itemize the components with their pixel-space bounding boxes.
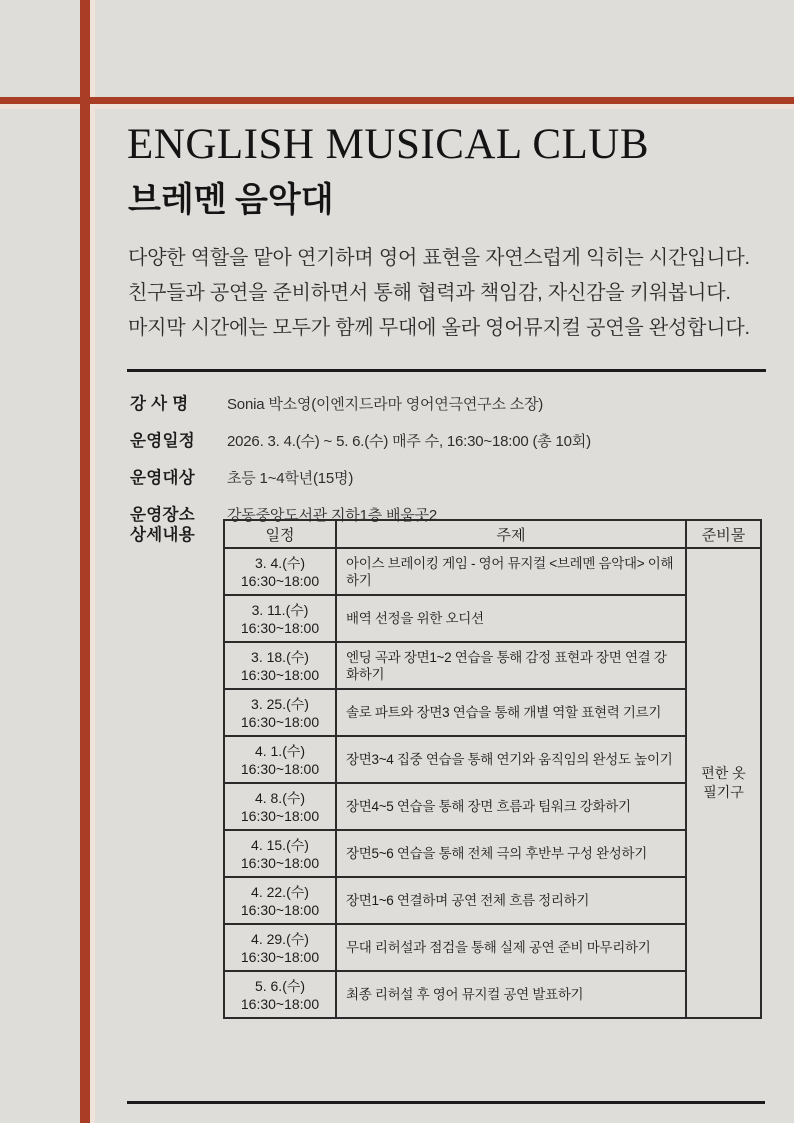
session-date: 3. 11.(수) (251, 601, 309, 618)
table-row (224, 548, 761, 595)
vertical-accent-highlight (90, 0, 95, 1123)
session-date: 4. 29.(수) (251, 930, 309, 947)
table-row (224, 595, 761, 642)
session-topic: 장면1~6 연결하며 공연 전체 흐름 정리하기 (336, 877, 686, 924)
location-value: 강동중앙도서관 지하1층 배움곳2 (227, 507, 437, 524)
session-time: 16:30~18:00 (240, 901, 320, 918)
info-row-instructor (130, 390, 770, 414)
program-info-list (130, 390, 770, 538)
table-row (224, 971, 761, 1018)
session-date: 4. 15.(수) (251, 836, 309, 853)
session-date-cell (224, 830, 336, 877)
vertical-accent-bar (80, 0, 90, 1123)
session-topic: 배역 선정을 위한 오디션 (336, 595, 686, 642)
horizontal-accent-highlight (0, 104, 794, 109)
session-date-cell (224, 924, 336, 971)
session-date: 4. 8.(수) (254, 789, 306, 806)
instructor-value: Sonia 박소영(이엔지드라마 영어연극연구소 소장) (227, 396, 544, 413)
session-time: 16:30~18:00 (240, 995, 320, 1012)
session-date-cell (224, 595, 336, 642)
location-label: 운영장소 (130, 506, 195, 524)
instructor-label: 강 사 명 (130, 395, 189, 413)
column-header-topic: 주제 (336, 520, 686, 548)
session-date: 5. 6.(수) (254, 977, 306, 994)
horizontal-accent-bar (0, 97, 794, 104)
description-line-3: 마지막 시간에는 모두가 함께 무대에 올라 영어뮤지컬 공연을 완성합니다. (128, 317, 750, 339)
target-value: 초등 1~4학년(15명) (227, 470, 354, 487)
program-description (128, 241, 778, 346)
session-topic: 솔로 파트와 장면3 연습을 통해 개별 역할 표현력 기르기 (336, 689, 686, 736)
schedule-header-row (224, 520, 761, 548)
session-time: 16:30~18:00 (240, 948, 320, 965)
schedule-table (223, 519, 762, 1019)
table-row (224, 830, 761, 877)
table-row (224, 924, 761, 971)
session-time: 16:30~18:00 (240, 854, 320, 871)
session-topic: 무대 리허설과 점검을 통해 실제 공연 준비 마무리하기 (336, 924, 686, 971)
table-row (224, 877, 761, 924)
info-row-target (130, 464, 770, 488)
bottom-divider-line (127, 1101, 765, 1104)
column-header-date: 일정 (224, 520, 336, 548)
session-time: 16:30~18:00 (240, 713, 320, 730)
session-date: 4. 22.(수) (251, 883, 309, 900)
table-row (224, 783, 761, 830)
target-label: 운영대상 (130, 469, 195, 487)
page-title-korean: 브레멘 음악대 (128, 182, 334, 219)
supplies-cell (686, 548, 761, 1018)
schedule-label: 운영일정 (130, 432, 195, 450)
session-topic: 장면4~5 연습을 통해 장면 흐름과 팀워크 강화하기 (336, 783, 686, 830)
description-line-2: 친구들과 공연을 준비하면서 통해 협력과 책임감, 자신감을 키워봅니다. (128, 282, 731, 304)
session-time: 16:30~18:00 (240, 760, 320, 777)
session-date-cell (224, 689, 336, 736)
schedule-body (224, 548, 761, 1018)
session-date-cell (224, 642, 336, 689)
session-topic: 장면5~6 연습을 통해 전체 극의 후반부 구성 완성하기 (336, 830, 686, 877)
supplies-line: 필기구 (703, 784, 744, 800)
session-time: 16:30~18:00 (240, 666, 320, 683)
session-date-cell (224, 971, 336, 1018)
session-date: 3. 18.(수) (251, 648, 309, 665)
session-date-cell (224, 877, 336, 924)
session-topic: 엔딩 곡과 장면1~2 연습을 통해 감정 표현과 장면 연결 강화하기 (336, 642, 686, 689)
page-title-english: ENGLISH MUSICAL CLUB (127, 121, 650, 168)
top-divider-line (127, 369, 766, 372)
session-topic: 아이스 브레이킹 게임 - 영어 뮤지컬 <브레멘 음악대> 이해하기 (336, 548, 686, 595)
session-date: 3. 25.(수) (251, 695, 309, 712)
schedule-value: 2026. 3. 4.(수) ~ 5. 6.(수) 매주 수, 16:30~18:00 (총 10회) (227, 433, 591, 450)
table-row (224, 736, 761, 783)
session-date: 3. 4.(수) (254, 554, 306, 571)
table-row (224, 642, 761, 689)
session-time: 16:30~18:00 (240, 807, 320, 824)
session-date: 4. 1.(수) (254, 742, 306, 759)
description-line-1: 다양한 역할을 맡아 연기하며 영어 표현을 자연스럽게 익히는 시간입니다. (128, 247, 750, 269)
session-time: 16:30~18:00 (240, 619, 320, 636)
session-date-cell (224, 783, 336, 830)
details-section-label: 상세내용 (130, 526, 195, 544)
session-topic: 최종 리허설 후 영어 뮤지컬 공연 발표하기 (336, 971, 686, 1018)
session-date-cell (224, 736, 336, 783)
supplies-line: 편한 옷 (701, 765, 746, 781)
session-time: 16:30~18:00 (240, 572, 320, 589)
session-topic: 장면3~4 집중 연습을 통해 연기와 움직임의 완성도 높이기 (336, 736, 686, 783)
table-row (224, 689, 761, 736)
session-date-cell (224, 548, 336, 595)
info-row-schedule (130, 427, 770, 451)
column-header-supplies: 준비물 (686, 520, 761, 548)
